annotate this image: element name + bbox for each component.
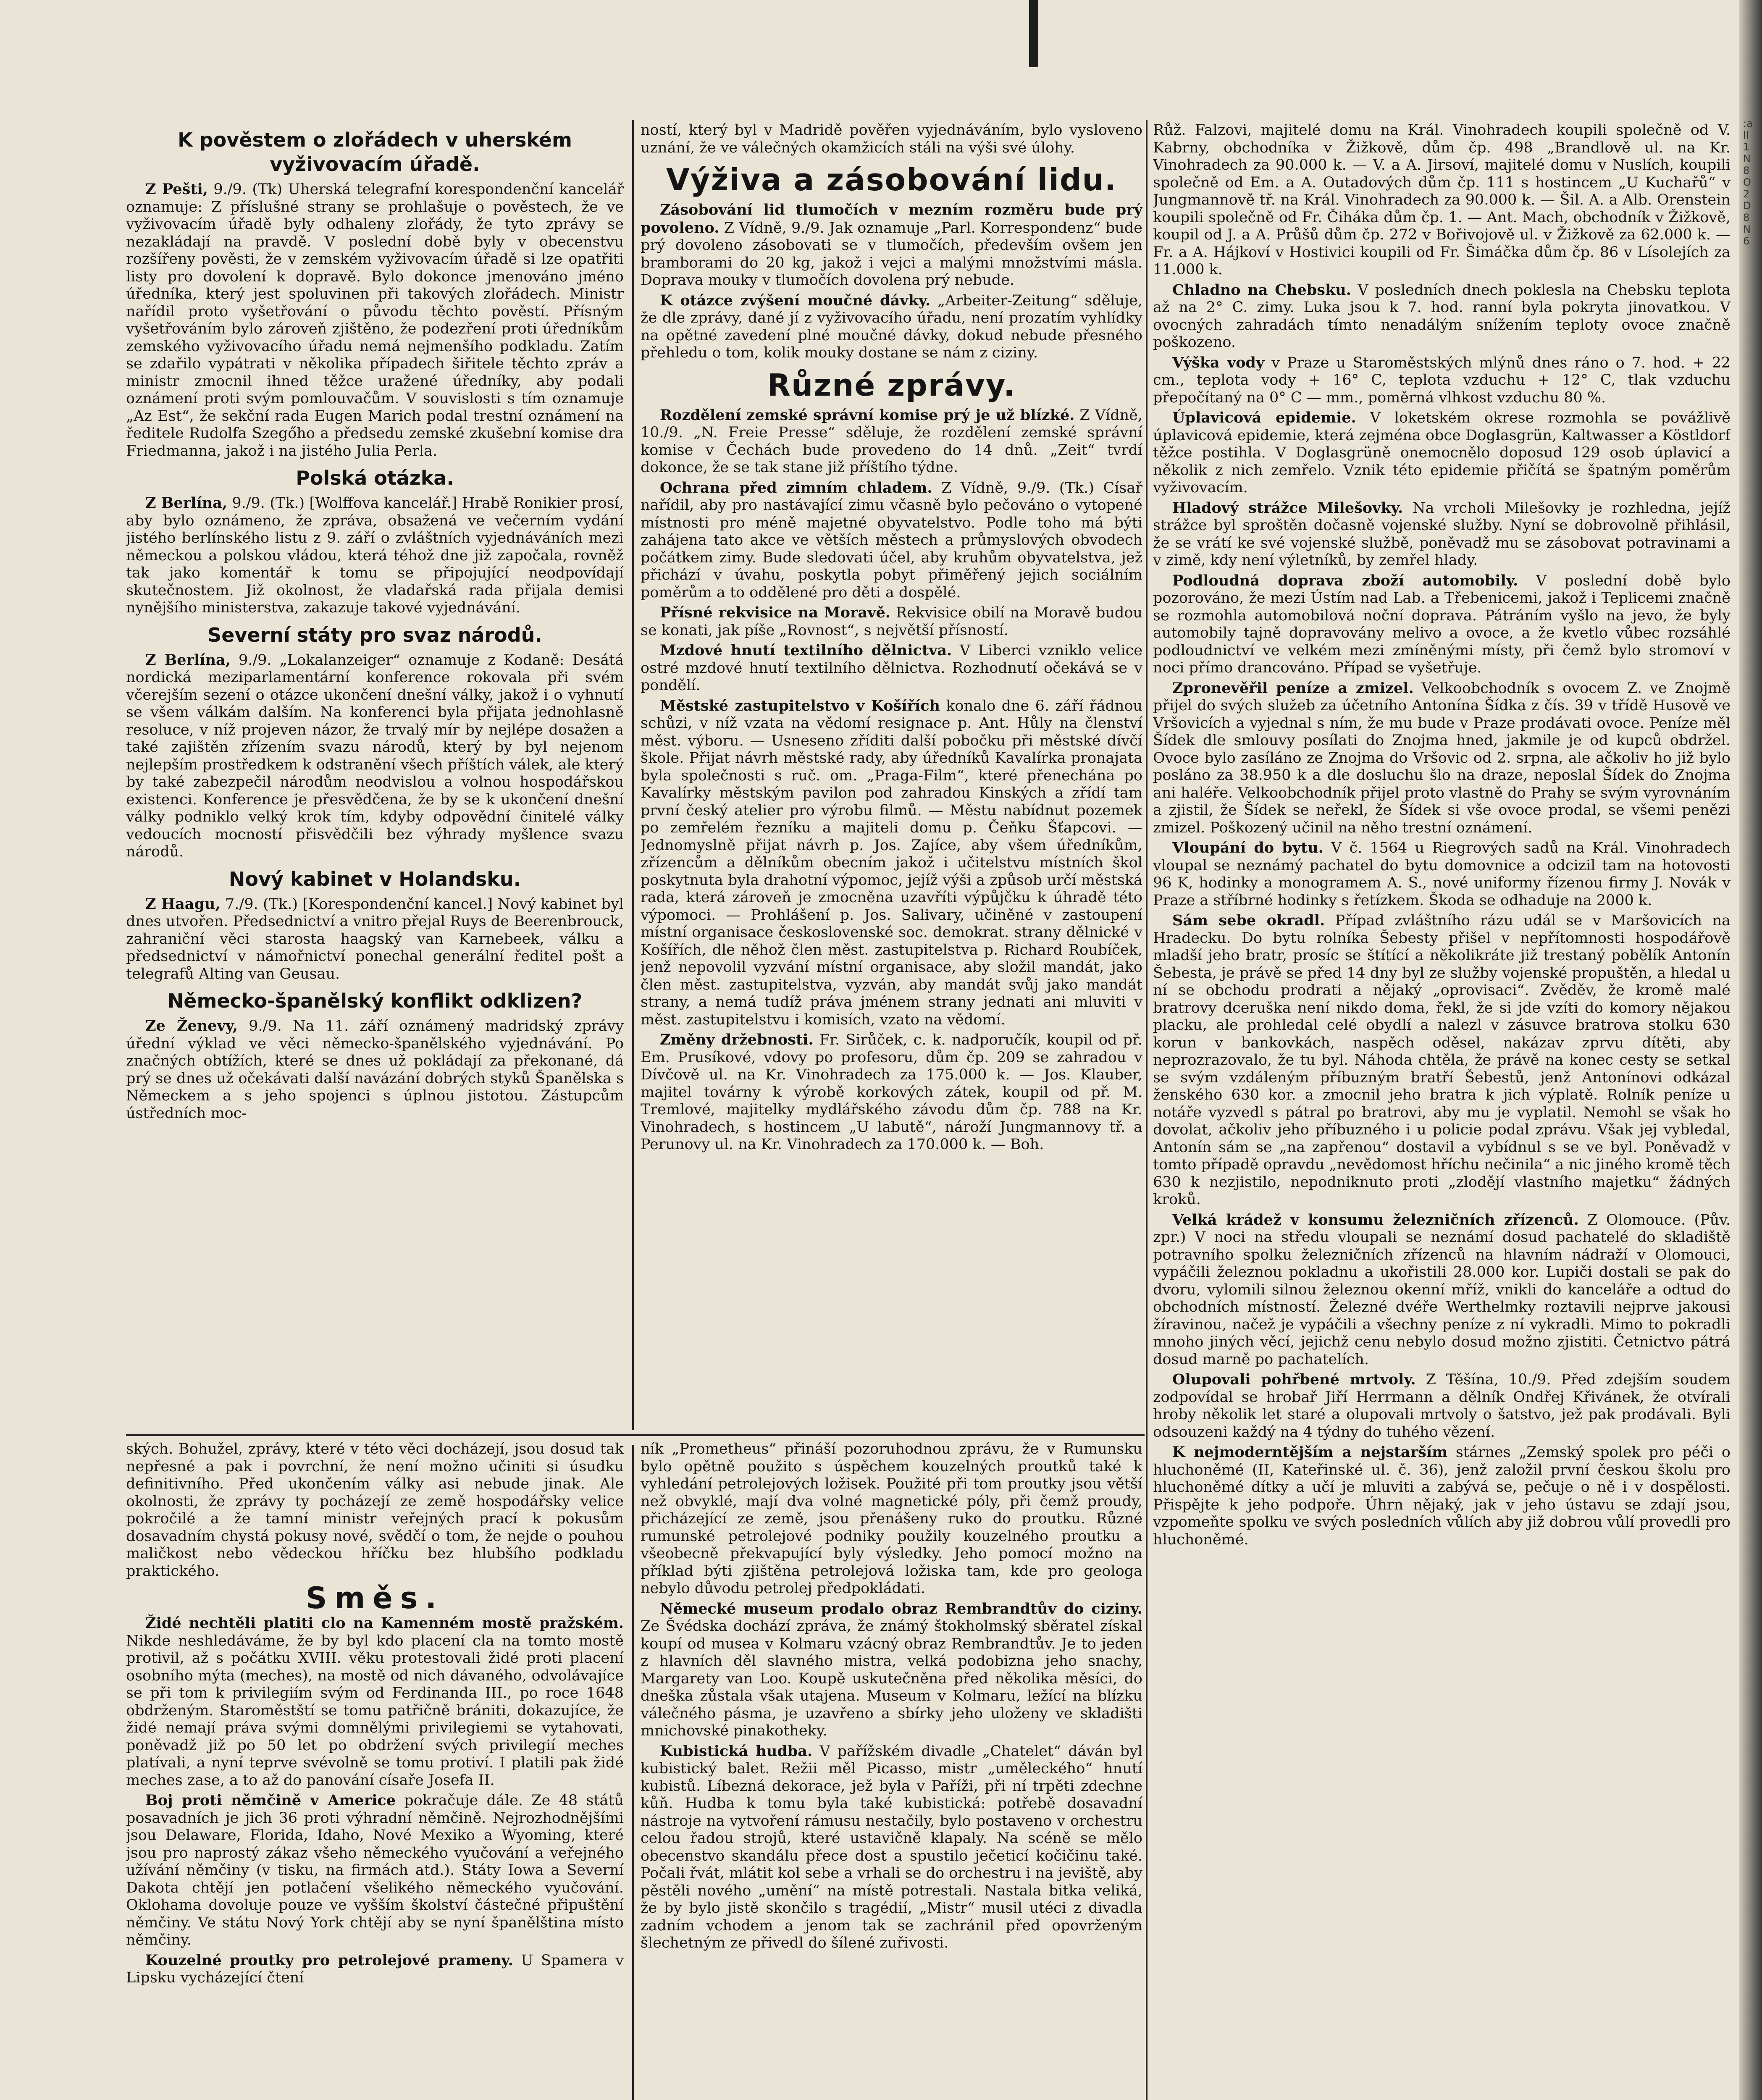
column-2-lower	[641, 1441, 1142, 2100]
article-paragraph: Velká krádež v konsumu železničních zřízenců. Z Olomouce. (Pův. zpr.) V noci na středu vloupali se neznámí dosud pachatelé do skladiště potravního spolku železničních zřízenců na hlavním nádraží v Olomouci, vypáčili železnou pokladnu a ukořistili 28.000 kor. Lupiči dostali se pak do dvoru, vylomili silnou železnou okenní mříž, vnikli do kanceláře a odtud do obchodních místností. Železné dvéře Werthelmky roztavili nejprve jakousi žíravinou, načež je vypáčili a všechny peníze z ní vykradli. Mimo to pokradli mnoho jiných věcí, jejichž cenu nebylo dosud možno zjistiti. Četnictvo pátrá dosud marně po pachatelích.	[1153, 1211, 1730, 1368]
margin-text: :a ll 1 N 8 O 2 D 8 N 6	[1743, 118, 1753, 247]
column-rule	[632, 1445, 634, 2100]
column-1	[126, 122, 624, 1125]
article-paragraph: Kubistická hudba. V pařížském divadle „Chatelet“ dáván byl kubistický balet. Režii měl Picasso, mistr „uměleckého“ hnutí kubistů. Líbezná dekorace, jež byla v Paříži, při ní trpěti zdechne kůň. Hudba k tomu byla také kubistická: potřebě dosavadní nástroje na vytvoření rámusu nestačily, bylo postaveno v orchestru celou řadou strojů, které ustavičně klapaly. Na scéně se mělo obecenstvo skandálu přece dost a spustilo ječeticí kočičinu také. Počali řvát, mlátit kol sebe a vrhali se do orchestru i na jeviště, aby pěstěli nového „umění“ na místě potrestali. Nastala bitka veliká, že by bylo jistě skončilo s tragédií, „Mistr“ musil utéci z divadla zadním vchodem a jenom tak se zachránil před opovrženým šlechetným ze přivedl do šílené zuřivosti.	[641, 1742, 1142, 1951]
dateline: Z Berlína,	[145, 651, 231, 669]
item-lead: Zpronevěřil peníze a zmizel.	[1172, 679, 1414, 697]
item-lead: Velká krádež v konsumu železničních zřízenců.	[1172, 1211, 1579, 1228]
item-lead: K otázce zvýšení moučné dávky.	[660, 291, 931, 309]
article-paragraph: ností, který byl v Madridě pověřen vyjednáváním, bylo vysloveno uznání, že ve válečných okamžicích stáli na výši své úlohy.	[641, 122, 1142, 156]
section-headline: Různé zprávy.	[767, 367, 1016, 403]
item-lead: Kouzelné proutky pro petrolejové prameny.	[145, 1951, 513, 1969]
article-paragraph: Růž. Falzovi, majitelé domu na Král. Vinohradech koupili společně od V. Kabrny, obchodníka v Žižkově, dům čp. 498 „Brandlově ul. na Kr. Vinohradech za 90.000 k. — V. a A. Jirsoví, majitelé domu v Nuslích, koupili společně od Em. a A. Outadových dům čp. 111 s hostincem „U Kuchařů“ v Jungmannově tř. na Král. Vinohradech za 90.000 k. — Šil. A. a Alb. Orenstein koupili společně od Fr. Čiháka dům čp. 1. — Ant. Mach, obchodník v Žižkově, koupil od J. a A. Průšů dům čp. 272 v Bořivojově ul. v Žižkově za 62.000 k. — Fr. a A. Hájkoví v Hostivici koupili od Fr. Šimáčka dům čp. 86 v Lísolejích za 11.000 k.	[1153, 122, 1730, 278]
article-paragraph: Z Haagu, 7./9. (Tk.) [Korespondenční kancel.] Nový kabinet byl dnes utvořen. Předsednictví a vnitro přejal Ruys de Beerenbrouck, zahraniční věci starosta haagský van Karnebeek, válku a předsednictví v námořnictví ponechal generální ředitel pošt a telegrafů Alting van Geusau.	[126, 895, 624, 982]
item-lead: Chladno na Chebsku.	[1172, 281, 1351, 299]
item-lead: Změny držebnosti.	[660, 1031, 814, 1048]
article-paragraph: Německé museum prodalo obraz Rembrandtův do ciziny. Ze Švédska dochází zpráva, že známý štokholmský sběratel získal koupí od musea v Kolmaru vzácný obraz Rembrandtův. Je to jeden z hlavních děl slavného mistra, velká podobizna jeho snachy, Margarety van Loo. Koupě uskutečněna před několika měsíci, do dneška zůstala však utajena. Museum v Kolmaru, ležící na blízku válečného pásma, je uzavřeno a sbírky jeho uloženy ve skladišti mnichovské pinakotheky.	[641, 1600, 1142, 1739]
article-paragraph: Ze Ženevy, 9./9. Na 11. září oznámený madridský zprávy úřední výklad ve věci německo-španělského vyjednávání. Po značných obtížích, které se dnes už pokládají za překonané, dá prý se dnes už očekávati další navázání dobrých styků Španělska s Německem a s jeho spojenci s úplnou jistotou. Zástupcům ústředních moc-	[126, 1017, 624, 1122]
column-2	[641, 122, 1142, 1156]
article-paragraph: Z Berlína, 9./9. „Lokalanzeiger“ oznamuje z Kodaně: Desátá nordická meziparlamentární konference rokovala při svém včerejším sezení o otázce ukončení dnešní války, jakož i o vyhnutí se všem válkám dalším. Na konferenci byla přijata jednohlasně resoluce, v níž projeven názor, že trvalý mír by nejlépe dosažen a také zajištěn zřízením svazu národů, který by byl nejenom nejlepším prostředkem k odstranění všech příštích válek, ale který by také zabezpečil národům neodvislou a volnou hospodářskou existenci. Konference je přesvědčena, že by se k ukončení dnešní války podniklo velký krok tím, kdyby odpovědní činitelé války vedoucích mocností přisvědčili bez výhrady myšlence svazu národů.	[126, 651, 624, 860]
article-paragraph: Vloupání do bytu. V č. 1564 u Riegrových sadů na Král. Vinohradech vloupal se neznámý pachatel do bytu domovnice a odcizil tam na hotovosti 96 K, hodinky a monogramem A. S., nové uniformy řízenou firmy J. Novák v Praze a stříbrné hodinky s řetízkem. Škoda se odhaduje na 2000 k.	[1153, 839, 1730, 909]
article-paragraph: Boj proti němčině v Americe pokračuje dále. Ze 48 států posavadních je jich 36 proti výhradní němčině. Nejrozhodnějšími jsou Delaware, Florida, Idaho, Nové Mexiko a Wyoming, které jsou pro naprostý zákaz všeho německého vyučování a veřejného užívání němčiny (v tisku, na firmách atd.). Státy Iowa a Severní Dakota chtějí jen potlačení všelikého německého vyučování. Oklohama dovoluje pouze ve vyšším školství částečné připuštění němčiny. Ve státu Nový York chtějí aby se nyní španělština místo němčiny.	[126, 1792, 624, 1948]
article-paragraph: ských. Bohužel, zprávy, které v této věci docházejí, jsou dosud tak nepřesné a pak i povrchní, že není možno učiniti si úsudku definitivního. Před ukončením války asi nebude jinak. Ale okolnosti, že zprávy ty pocházejí ze země hospodářsky velice pokročilé a že tamní ministr veřejných prací k pokusům dosavadním chystá pokusy nové, svědčí o tom, že nejde o pouhou maličkost nebo vědeckou hříčku bez hlubšího podkladu praktického.	[126, 1441, 624, 1580]
section-headline: Směs.	[305, 1581, 444, 1615]
item-lead: Hladový strážce Milešovky.	[1172, 499, 1403, 517]
article-paragraph: Z Pešti, 9./9. (Tk) Uherská telegrafní korespondenční kancelář oznamuje: Z příslušné strany se prohlašuje o pověstech, že ve vyživovacím úřadě byly odhaleny zlořády, že tyto zprávy se nezakládají na pravdě. V poslední době byly v obecenstvu rozšířeny pověsti, že v zemském vyživovacím úřadě si lze opatřiti listy pro dovolení k dopravě. Bylo dokonce jmenováno jméno úředníka, který jest spoluvinen při takových zlořádech. Ministr nařídil proto vyšetřování o původu těchto pověstí. Přísným vyšetřováním bylo zároveň zjištěno, že podezření proti úředníkům zemského vyživovacího úřadu nemá nejmenšího podkladu. Zatím se zdařilo vypátrati v několika případech šiřitele těchto zpráv a ministr zmocnil ihned těžce uražené úředníky, aby podali oznámení proti svým pomlouvačům. V souvislosti s tím oznamuje „Az Est“, že sekční rada Eugen Marich podal trestní oznámení na ředitele Rudolfa Szegőho a předsedu zemské zkušební komise dra Friedmanna, jakož i na jistého Julia Perla.	[126, 181, 624, 459]
section-headline: Výživa a zásobování lidu.	[666, 162, 1117, 197]
article-paragraph: Mzdové hnutí textilního dělnictva. V Liberci vzniklo velice ostré mzdové hnutí textilního dělnictva. Rozhodnutí očekává se v pondělí.	[641, 642, 1142, 694]
dateline: Ze Ženevy,	[145, 1017, 238, 1034]
page-edge	[1739, 0, 1762, 2100]
column-3	[1153, 122, 1730, 2100]
item-lead: Německé museum prodalo obraz Rembrandtův do ciziny.	[660, 1600, 1142, 1617]
item-lead: Podloudná doprava zboží automobily.	[1172, 572, 1518, 589]
item-lead: Ochrana před zimním chladem.	[660, 479, 932, 496]
headline: Polská otázka.	[296, 467, 454, 489]
article-paragraph: Kouzelné proutky pro petrolejové prameny. U Spamera v Lipsku vycházející čtení	[126, 1951, 624, 1986]
item-lead: Židé nechtěli platiti clo na Kamenném mostě pražském.	[145, 1614, 624, 1632]
item-lead: K nejmoderntějším a nejstarším	[1172, 1444, 1448, 1461]
article-paragraph: Městské zastupitelstvo v Košířích konalo dne 6. září řádnou schůzi, v níž vzata na vědomí resignace p. Ant. Hůly na členství měst. výboru. — Usneseno zříditi další pobočku při městské dívčí škole. Přijat návrh městské rady, aby úředníků Kavalírka pronajata byla společnosti s ruč. om. „Praga-Film“, které přenechána po Kavalírky městským pavilon pod zahradou Kinských a zřídí tam první český atelier pro výrobu filmů. — Městu nabídnut pozemek po zemřelém řezníku a majiteli domu p. Čeňku Šťapcovi. — Jednomyslně přijat návrh p. Jos. Zajíce, aby všem úředníkům, zřízencům a dělníkům obecním jakož i učitelstvu místních škol poskytnuta byla drahotní výpomoc, jejíž výši a způsob určí městská rada, která zároveň je zmocněna uzavříti výpůjčku k úhradě této výpomoci. — Prohlášení p. Jos. Salivary, učiněné v zastoupení místní organisace československé soc. demokrat. strany dělnické v Košířích, dle něhož člen měst. zastupitelstva p. Richard Roubíček, jenž nepovolil vyzvání místní organisace, aby složil mandát, jako člen měst. zastupitelstva, vyzván, aby mandát svůj jako mandát strany, a nemá tudíž práva jménem strany jednati ani mluviti v měst. zastupitelstvu i komisích, vzato na vědomí.	[641, 697, 1142, 1028]
article-paragraph: Ochrana před zimním chladem. Z Vídně, 9./9. (Tk.) Císař nařídil, aby pro nastávající zimu včasně bylo pečováno o vytopené místnosti pro méně majetné obyvatelstvo. Podle toho má býti zahájena tato akce ve větších městech a průmyslových obvodech počátkem zimy. Bude sledovati účel, aby kruhům obyvatelstva, jež přichází v úvahu, poskytla pobyt přiměřený jejich sociálním poměrům a to oddělené pro děti a dospělé.	[641, 479, 1142, 601]
item-lead: Městské zastupitelstvo v Košířích	[660, 697, 940, 714]
column-rule	[632, 120, 634, 1430]
article-paragraph: ník „Prometheus“ přináší pozoruhodnou zprávu, že v Rumunsku bylo opětně použito s úspěchem kouzelných proutků také k vyhledání petrolejových ložisek. Použité při tom proutky jsou větší než obvyklé, mají dva volné magnetické póly, při čemž proudy, přicházející ze země, jsou přenášeny ruko do proutku. Různé rumunské petrolejové podniky použily kouzelného proutku a všeobecně překvapující byly výsledky. Jeho pomocí možno na příklad býti zjištěna petrolejová ložiska tam, kde pro geologa nebylo důvodu petrolej předpokládati.	[641, 1441, 1142, 1597]
dateline: Z Pešti,	[145, 181, 208, 198]
article-paragraph: Chladno na Chebsku. V posledních dnech poklesla na Chebsku teplota až na 2° C. zimy. Luka jsou k 7. hod. ranní byla pokryta jinovatkou. V ovocných zahradách tímto nenadálým snížením teploty ovoce značně poškozeno.	[1153, 281, 1730, 351]
item-lead: Olupovali pohřbené mrtvoly.	[1172, 1371, 1416, 1388]
article-paragraph: Rozdělení zemské správní komise prý je už blízké. Z Vídně, 10./9. „N. Freie Presse“ sděluje, že rozdělení zemské správní komise v Čechách bude provedeno do 14 dnů. „Zeit“ tvrdí dokonce, že se tak stane již příštího týdne.	[641, 406, 1142, 476]
article-paragraph: Židé nechtěli platiti clo na Kamenném mostě pražském. Nikde neshledáváme, že by byl kdo placení cla na tomto mostě protivil, až s počátku XVIII. věku protestovali židé proti placení osobního mýta (meches), na mostě od nich dávaného, odvolávajíce se při tom k privilegiím svým od Ferdinanda III., po roce 1648 obdrženým. Staroměstští se tomu patřičně brániti, dokazujíce, že židé nemají práva svými domnělými privilegiemi se vytahovati, poněvadž již po 50 let po obdržení svých privilegií meches platívali, a nyní teprve svévolně se tomu protiví. I platili pak židé meches zase, a to až do panování císaře Josefa II.	[126, 1614, 624, 1789]
column-1-lower	[126, 1441, 624, 2100]
headline: K pověstem o zlořádech v uherském vyživovacím úřadě.	[178, 129, 572, 176]
article-paragraph: Výška vody v Praze u Staroměstských mlýnů dnes ráno o 7. hod. + 22 cm., teplota vody + 16° C, teplota vzduchu + 12° C, tlak vzduchu přepočítaný na 0° C — mm., poměrná vlhkost vzduchu 80 %.	[1153, 354, 1730, 406]
article-paragraph: Z Berlína, 9./9. (Tk.) [Wolffova kancelář.] Hrabě Ronikier prosí, aby bylo oznámeno, že zpráva, obsažená ve večerním vydání jistého berlínského listu z 9. září o zvláštních vyjednáváních mezi německou a polskou vládou, která téhož dne již započala, rovněž tak jako komentář k tomu se připojující neodpovídají skutečnostem. Již okolnost, že vladařská rada přijala demisi nynějšího ministerstva, zakazuje takové vyjednávání.	[126, 494, 624, 616]
dateline: Z Berlína,	[145, 494, 228, 512]
article-paragraph: Změny držebnosti. Fr. Sirůček, c. k. nadporučík, koupil od př. Em. Prusíkové, vdovy po profesoru, dům čp. 209 se zahradou v Dívčově ul. na Kr. Vinohradech za 175.000 k. — Jos. Klauber, majitel továrny k výrobě korkových zátek, koupil od př. M. Tremlové, majitelky mydlářského závodu dům čp. 788 na Kr. Vinohradech, s hostincem „U labutě“, nároží Jungmannovy tř. a Perunovy ul. na Kr. Vinohradech za 170.000 k. — Boh.	[641, 1031, 1142, 1153]
item-lead: Zásobování lid tlumočích v mezním rozměru bude prý povoleno.	[641, 201, 1142, 236]
article-paragraph: Podloudná doprava zboží automobily. V poslední době bylo pozorováno, že mezi Ústím nad Lab. a Třebenicemi, jakož i Teplicemi značně se rozmohla automobilová noční doprava. Pátráním vyšlo na jevo, že byly automobily tajně dopravovány melivo a ovoce, a že kvetlo vůbec rozsáhlé podloudnictví ve velkém mezi zmíněnými místy, při čemž bylo stromoví v noci přímo drancováno. Případ se vyšetřuje.	[1153, 572, 1730, 676]
article-paragraph: Zásobování lid tlumočích v mezním rozměru bude prý povoleno. Z Vídně, 9./9. Jak oznamuje „Parl. Korrespondenz“ bude prý dovoleno zásobovati se v tlumočích, především ovšem jen bramborami do 20 kg, jakož i vejci a malými množstvími másla. Doprava mouky v tlumočích dovolena prý nebude.	[641, 201, 1142, 289]
item-lead: Výška vody	[1172, 354, 1265, 371]
article-paragraph: Úplavicová epidemie. V loketském okrese rozmohla se povážlivě úplavicová epidemie, která zejména obce Doglasgrün, Kaltwasser a Köstldorf těžce postihla. V Doglasgrüně onemocnělo doposud 129 osob úplavicí a několik z nich zemřelo. Vznik této epidemie přičítá se špatným poměrům vyživovacím.	[1153, 409, 1730, 496]
article-paragraph: Sám sebe okradl. Případ zvláštního rázu udál se v Maršovicích na Hradecku. Do bytu rolníka Šebesty přišel v nepřítomnosti hospodářově mladší jeho bratr, prosíc se štítící a několikráte již trestaný pobělík Antonín Šebesta, je právě se před 14 dny byl ze služby vojenské propuštěn, a hledal u ní se obchodu prodrati a nějaký „oprovisaci“. Zvěděv, že kromě malé bratrovy dceruška není nikdo doma, řekl, že si jde vzíti do komory nějakou placku, ale prohledal celé obydlí a nalezl v zásuvce bratrova stolku 630 korun v bankovkách, naspěch oděsel, nakázav zprvu dítěti, aby neprozrazovalo, že tu byl. Náhoda chtěla, že právě na konec cesty se setkal se svým vzdáleným příbuzným bratří Šebestů, jenž Antonínovi odkázal ženského 630 kor. a zmocnil jeho bratra k jich výplatě. Rolník peníze u notáře vyzvedl s pátral po bratrovi, aby mu je vyplatil. Nemohl se však ho dovolat, ačkoliv jeho příbuzného i u policie podal zprávu. Však jej vybledal, Antonín sám se „na zapřenou“ dostavil a vybídnul s se ve byl. Poněvadž v tomto případě opravdu „nevědomost hříchu nečinila“ a nic jiného kromě těch 630 k nezjistilo, nepodniknuto proti „zlodějí vlastního majetku“ žádných kroků.	[1153, 912, 1730, 1208]
section-rule	[126, 1434, 1145, 1436]
article-paragraph: Hladový strážce Milešovky. Na vrcholi Milešovky je rozhledna, jejíž strážce byl sproštěn dočasně vojenské služby. Nyní se dobrovolně přihlásil, že se vrátí ke své vojenské službě, poněvadž mu se zásobovat potravinami a v zimě, kdy není výletníků, by zemřel hlady.	[1153, 499, 1730, 569]
dateline: Z Haagu,	[145, 895, 221, 913]
item-lead: Sám sebe okradl.	[1172, 912, 1325, 929]
headline: Nový kabinet v Holandsku.	[228, 867, 521, 890]
item-lead: Boj proti němčině v Americe	[145, 1792, 396, 1809]
article-paragraph: Zpronevěřil peníze a zmizel. Velkoobchodník s ovocem Z. ve Znojmě přijel do svých služeb za účetního Antonína Šídka z čís. 39 v třídě Husově ve Vršovicích a vyjednal s ním, že mu bude v Praze prodávati ovoce. Peníze měl Šídek dle smlouvy posílati do Znojma hned, jakmile je od kupců obdržel. Ovoce bylo zasíláno ze Znojma do Vršovic od 2. srpna, ale ačkoliv ho již bylo posláno za 38.950 k a dle dosluchu šlo na draze, neposlal Šídek do Znojma ani haléře. Velkoobchodník přijel proto vlastně do Prahy se svým vyrovnáním a zjistil, že Šídek se neřekl, že Šídek si vše ovoce prodal, se všemi penězi zmizel. Poškozený učinil na něho trestní oznámení.	[1153, 679, 1730, 836]
item-lead: Úplavicová epidemie.	[1172, 409, 1356, 426]
article-paragraph: Olupovali pohřbené mrtvoly. Z Těšína, 10./9. Před zdejším soudem zodpovídal se hrobař Jiří Herrmann a dělník Ondřej Křivánek, že otvírali hroby několik let staré a olupovali mrtvoly o šatstvo, jež pak prodávali. Byli odsouzeni každý na 4 týdny do tuhého vězení.	[1153, 1371, 1730, 1441]
article-paragraph: K nejmoderntějším a nejstarším stárnes „Zemský spolek pro péči o hluchoněmé (II, Kateřinské ul. č. 36), jenž založil první českou školu pro hluchoněmé dítky a učí je mluviti a zabývá se, pečuje o ně i v dospělosti. Přispějte k jeho podpoře. Úhrn nějaký, jak v jeho ústavu se zdají jsou, vzpomeňte spolku ve svých posledních vůlích aby již dobrou vůlí provedli pro hluchoněmé.	[1153, 1444, 1730, 1548]
item-lead: Rozdělení zemské správní komise prý je už blízké.	[660, 406, 1075, 424]
article-paragraph: Přísné rekvisice na Moravě. Rekvisice obilí na Moravě budou se konati, jak píše „Rovnost“, s největší přísností.	[641, 604, 1142, 639]
item-lead: Kubistická hudba.	[660, 1742, 813, 1760]
headline: Severní státy pro svaz národů.	[207, 623, 542, 646]
fold-crease	[1029, 0, 1038, 67]
headline: Německo-španělský konflikt odklizen?	[167, 990, 583, 1012]
article-paragraph: K otázce zvýšení moučné dávky. „Arbeiter-Zeitung“ sděluje, že dle zprávy, dané jí z vyživovacího úřadu, není prozatím vyhlídky na opětné zavedení plné moučné dávky, dokud nebude přesného přehledu o tom, kolik mouky dostane se nám z ciziny.	[641, 291, 1142, 361]
item-lead: Přísné rekvisice na Moravě.	[660, 604, 890, 621]
column-rule	[1146, 120, 1148, 2100]
item-lead: Vloupání do bytu.	[1172, 839, 1323, 856]
item-lead: Mzdové hnutí textilního dělnictva.	[660, 642, 952, 659]
